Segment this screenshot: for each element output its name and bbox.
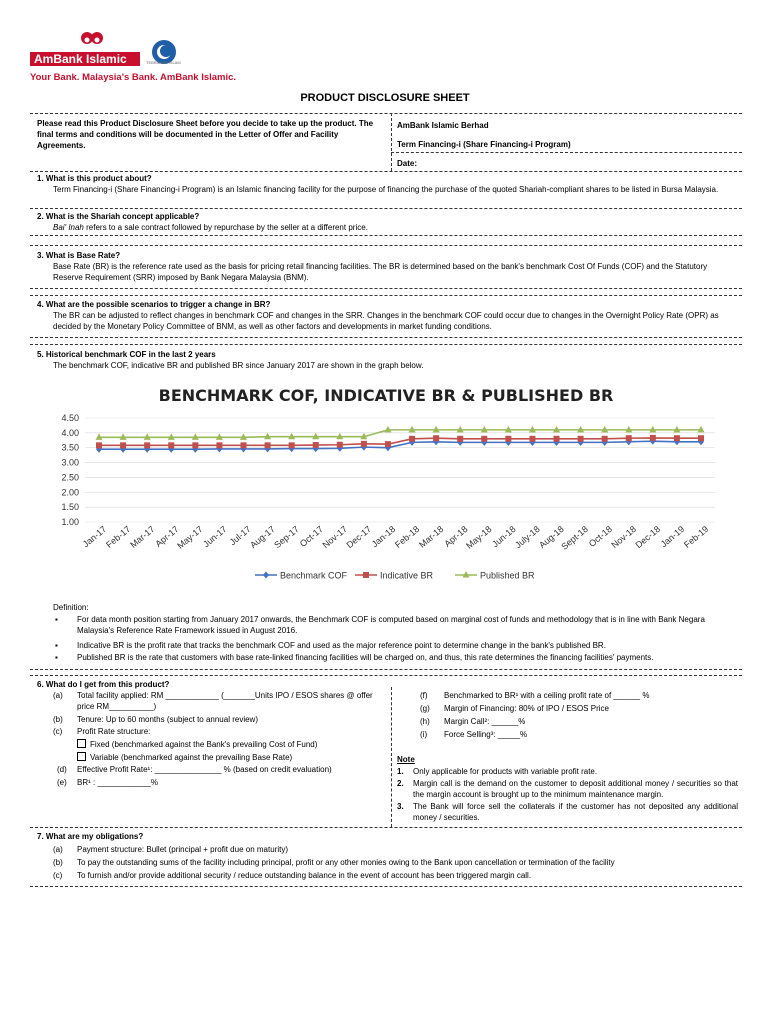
note-2: Margin call is the demand on the customer to deposit additional money / securities so that the margin account is brought up to the minimum maintenance margin. — [413, 779, 738, 799]
x-tick-label: Oct-18 — [586, 523, 614, 549]
data-point — [337, 442, 343, 448]
y-tick-label: 2.50 — [61, 472, 79, 483]
s5-answer: The benchmark COF, indicative BR and published BR since January 2017 are shown in the graph below. — [53, 361, 424, 370]
data-point — [578, 436, 584, 442]
total-facility: Total facility applied: RM ____________ (_______Units IPO / ESOS shares @ offer price RM__________) — [77, 691, 373, 711]
data-point — [409, 436, 415, 442]
divider — [30, 669, 742, 670]
obligation-item: To pay the outstanding sums of the facility including principal, profit or any other monies owing to the Bank upon cancellation or termination of the facility — [77, 858, 615, 867]
definition-item: Indicative BR is the profit rate that tracks the benchmark COF and used as the major reference point to determine change in the bank's published BR. — [77, 641, 606, 650]
x-tick-label: Apr-18 — [442, 523, 470, 549]
ceiling-rate: Benchmarked to BR¹ with a ceiling profit rate of ______ % — [444, 691, 650, 700]
divider — [30, 235, 742, 236]
data-point — [120, 442, 126, 448]
legend-label: Published BR — [480, 570, 535, 581]
x-tick-label: Aug-17 — [248, 523, 277, 551]
divider — [30, 337, 742, 338]
effective-profit-rate: Effective Profit Rate¹: _______________ % (based on credit evaluation) — [77, 765, 332, 774]
s4-question: 4. What are the possible scenarios to trigger a change in BR? — [37, 300, 271, 309]
obligation-item: Payment structure: Bullet (principal + profit due on maturity) — [77, 845, 288, 854]
x-tick-label: Feb-19 — [682, 523, 711, 550]
data-point — [529, 436, 535, 442]
data-point — [602, 436, 608, 442]
data-point — [481, 436, 487, 442]
y-tick-label: 3.50 — [61, 442, 79, 453]
bullet-icon: ▪ — [55, 641, 58, 650]
x-tick-label: July-18 — [513, 523, 542, 551]
data-point — [385, 441, 391, 447]
intro-notice: Please read this Product Disclosure Sheet before you decide to take up the product. The final terms and conditions will be documented in the Letter of Offer and Facility Agreements. — [37, 119, 374, 150]
data-point — [457, 436, 463, 442]
legend-marker — [363, 572, 369, 578]
force-selling: Force Selling³: _____% — [444, 730, 528, 739]
s3-answer: Base Rate (BR) is the reference rate used as the basis for pricing retail financing facilities. The BR is determined based on the bank's benchmark Cost Of Funds (COF) and the Statutory Reserve Requirement (SRR) imposed by Bank Negara Malaysia (BNM). — [53, 262, 708, 282]
fixed-label: Fixed (benchmarked against the Bank's prevailing Cost of Fund) — [90, 740, 318, 749]
x-tick-label: Nov-18 — [609, 523, 639, 551]
item-key: (b) — [53, 858, 63, 867]
divider — [391, 152, 742, 153]
note-number: 2. — [397, 779, 404, 788]
y-tick-label: 1.50 — [61, 502, 79, 513]
item-key: (g) — [420, 704, 430, 713]
fixed-option[interactable] — [77, 739, 317, 750]
data-point — [289, 442, 295, 448]
x-tick-label: Jan-18 — [369, 523, 398, 550]
divider — [391, 113, 392, 171]
seal-caption: TEBRAKAN ISLAM — [146, 60, 181, 65]
variable-label: Variable (benchmarked against the prevailing Base Rate) — [90, 753, 293, 762]
x-tick-label: Feb-17 — [104, 523, 133, 550]
legend-label: Indicative BR — [380, 570, 434, 581]
y-tick-label: 4.00 — [61, 427, 79, 438]
definition-label: Definition: — [53, 603, 89, 612]
legend-label: Benchmark COF — [280, 570, 348, 581]
data-point — [650, 435, 656, 441]
divider — [30, 113, 742, 114]
x-tick-label: Jun-17 — [201, 523, 229, 550]
variable-checkbox[interactable] — [77, 752, 86, 761]
item-key: (a) — [53, 691, 63, 700]
x-tick-label: Dec-18 — [633, 523, 663, 551]
data-point — [96, 442, 102, 448]
x-tick-label: Sept-18 — [559, 523, 590, 552]
definition-item: Published BR is the rate that customers with base rate-linked financing facilities will be charged on, and thus, this rate determines the financing facilities' payments. — [77, 653, 654, 662]
data-point — [265, 442, 271, 448]
chart-title: BENCHMARK COF, INDICATIVE BR & PUBLISHED BR — [158, 386, 614, 405]
tenure: Tenure: Up to 60 months (subject to annual review) — [77, 715, 258, 724]
data-point — [192, 442, 198, 448]
s1-question: 1. What is this product about? — [37, 174, 152, 183]
note-3: The Bank will force sell the collaterals if the customer has not deposited any additional money / securities. — [413, 802, 738, 822]
x-tick-label: Dec-17 — [344, 523, 374, 551]
x-tick-label: Aug-18 — [537, 523, 566, 551]
y-tick-label: 4.50 — [61, 413, 79, 423]
definition-item: For data month position starting from January 2017 onwards, the Benchmark COF is computed based on marginal cost of funds and methodology that is in line with Bank Negara Malaysia's Reference Rate Framework issued in August 2016. — [77, 615, 705, 635]
obligation-item: To furnish and/or provide additional security / reduce outstanding balance in the event of account has been triggered margin call. — [77, 871, 532, 880]
divider — [391, 687, 392, 827]
item-key: (c) — [53, 727, 63, 736]
s2-answer-text: refers to a sale contract followed by repurchase by the seller at a different price. — [83, 223, 368, 232]
s7-question: 7. What are my obligations? — [37, 832, 144, 841]
x-tick-label: Mar-18 — [417, 523, 446, 550]
x-tick-label: Sep-17 — [272, 523, 301, 551]
note-number: 1. — [397, 767, 404, 776]
note-1: Only applicable for products with variable profit rate. — [413, 767, 598, 776]
profit-rate-structure: Profit Rate structure: — [77, 727, 151, 736]
data-point — [698, 435, 704, 441]
x-tick-label: Mar-17 — [128, 523, 157, 550]
data-point — [168, 442, 174, 448]
item-key: (a) — [53, 845, 63, 854]
note-label: Note — [397, 755, 415, 764]
y-tick-label: 2.00 — [61, 487, 79, 498]
data-point — [505, 436, 511, 442]
series-line — [99, 430, 701, 437]
divider — [30, 208, 742, 209]
divider — [30, 827, 742, 828]
x-tick-label: Nov-17 — [320, 523, 350, 551]
data-point — [433, 435, 439, 441]
bullet-icon: ▪ — [55, 653, 58, 662]
variable-option[interactable] — [77, 752, 292, 763]
divider — [30, 245, 742, 246]
divider — [30, 288, 742, 289]
item-key: (c) — [53, 871, 63, 880]
benchmark-chart — [40, 410, 730, 590]
x-tick-label: Feb-18 — [393, 523, 422, 550]
item-key: (h) — [420, 717, 430, 726]
ambank-logo-icon — [80, 28, 104, 48]
s3-question: 3. What is Base Rate? — [37, 251, 121, 260]
divider — [30, 295, 742, 296]
margin-of-financing: Margin of Financing: 80% of IPO / ESOS Price — [444, 704, 609, 713]
product-name: Term Financing-i (Share Financing-i Program) — [397, 140, 571, 149]
item-key: (d) — [57, 765, 67, 774]
x-tick-label: Oct-17 — [297, 523, 326, 549]
data-point — [361, 441, 367, 447]
divider — [30, 886, 742, 887]
x-tick-label: Jul-17 — [227, 523, 253, 548]
item-key: (e) — [57, 778, 67, 787]
margin-call: Margin Call²: ______% — [444, 717, 526, 726]
date-label: Date: — [397, 159, 418, 168]
s2-answer — [53, 222, 738, 233]
divider — [30, 171, 742, 172]
data-point — [626, 435, 632, 441]
fixed-checkbox[interactable] — [77, 739, 86, 748]
s5-question: 5. Historical benchmark COF in the last 2 years — [37, 350, 216, 359]
s1-answer: Term Financing-i (Share Financing-i Program) is an Islamic financing facility for the purpose of financing the purchase of the quoted Shariah-compliant shares to be listed in Bursa Malaysia. — [53, 185, 719, 194]
data-point — [216, 442, 222, 448]
data-point — [144, 442, 150, 448]
base-rate: BR¹ : ____________% — [77, 778, 158, 787]
x-tick-label: Jan-19 — [658, 523, 687, 550]
y-tick-label: 1.00 — [61, 517, 79, 527]
x-tick-label: Jun-18 — [490, 523, 518, 550]
shariah-term: Bai' Inah — [53, 223, 84, 232]
s6-question: 6. What do I get from this product? — [37, 680, 170, 689]
legend-marker — [263, 572, 269, 579]
data-point — [240, 442, 246, 448]
item-key: (b) — [53, 715, 63, 724]
tagline: Your Bank. Malaysia's Bank. AmBank Islamic. — [30, 72, 237, 83]
item-key: (f) — [420, 691, 428, 700]
s2-question: 2. What is the Shariah concept applicable? — [37, 212, 200, 221]
x-tick-label: May-18 — [464, 523, 494, 551]
page-title: PRODUCT DISCLOSURE SHEET — [300, 92, 470, 104]
divider — [30, 344, 742, 345]
x-tick-label: May-17 — [175, 523, 205, 551]
bullet-icon: ▪ — [55, 615, 58, 624]
x-tick-label: Apr-17 — [153, 523, 181, 549]
data-point — [313, 442, 319, 448]
data-point — [554, 436, 560, 442]
data-point — [674, 435, 680, 441]
x-tick-label: Jan-17 — [80, 523, 109, 550]
brand-name: AmBank Islamic — [34, 52, 127, 66]
bank-name: AmBank Islamic Berhad — [397, 121, 489, 130]
note-number: 3. — [397, 802, 404, 811]
y-tick-label: 3.00 — [61, 457, 79, 468]
s4-answer: The BR can be adjusted to reflect changes in benchmark COF and changes in the SRR. Changes in the benchmark COF could occur due to changes in the Overnight Policy Rate (OPR) as decided by the Monetary Policy Committee of BNM, as well as other factors and developments in market funding conditions. — [53, 311, 719, 331]
item-key: (i) — [420, 730, 428, 739]
divider — [30, 675, 742, 676]
